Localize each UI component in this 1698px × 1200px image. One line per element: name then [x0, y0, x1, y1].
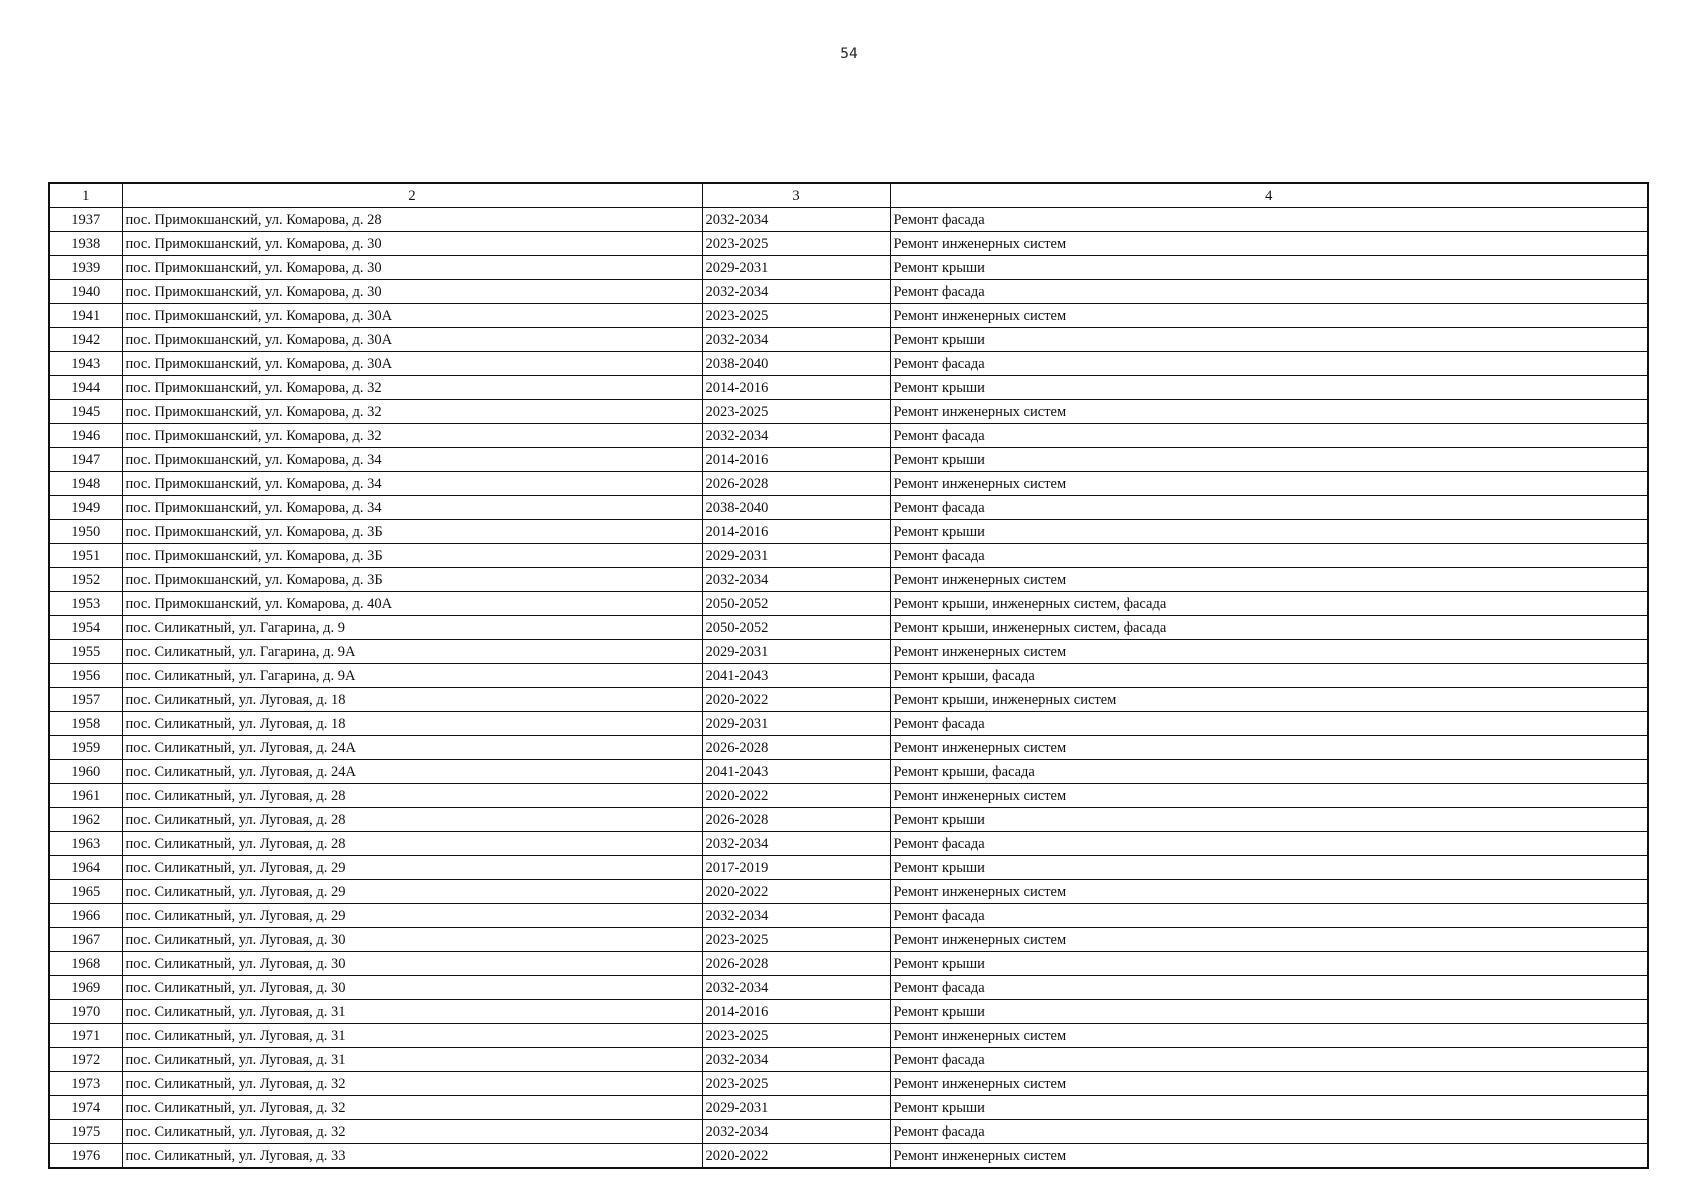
work-type-cell: Ремонт крыши, инженерных систем, фасада	[890, 592, 1648, 616]
period-cell: 2014-2016	[702, 448, 890, 472]
work-type-cell: Ремонт крыши	[890, 808, 1648, 832]
row-number-cell: 1947	[49, 448, 122, 472]
period-cell: 2023-2025	[702, 928, 890, 952]
row-number-cell: 1970	[49, 1000, 122, 1024]
address-cell: пос. Примокшанский, ул. Комарова, д. 32	[122, 376, 702, 400]
period-cell: 2017-2019	[702, 856, 890, 880]
row-number-cell: 1937	[49, 208, 122, 232]
address-cell: пос. Силикатный, ул. Гагарина, д. 9А	[122, 664, 702, 688]
address-cell: пос. Силикатный, ул. Луговая, д. 32	[122, 1072, 702, 1096]
address-cell: пос. Примокшанский, ул. Комарова, д. 32	[122, 400, 702, 424]
table-row	[49, 424, 1648, 448]
period-cell: 2026-2028	[702, 952, 890, 976]
address-cell: пос. Силикатный, ул. Гагарина, д. 9	[122, 616, 702, 640]
row-number-cell: 1944	[49, 376, 122, 400]
period-cell: 2020-2022	[702, 688, 890, 712]
address-cell: пос. Силикатный, ул. Луговая, д. 31	[122, 1048, 702, 1072]
address-cell: пос. Примокшанский, ул. Комарова, д. 40А	[122, 592, 702, 616]
work-type-cell: Ремонт инженерных систем	[890, 784, 1648, 808]
row-number-cell: 1964	[49, 856, 122, 880]
work-type-cell: Ремонт фасада	[890, 1048, 1648, 1072]
page-number: 54	[840, 46, 858, 62]
address-cell: пос. Примокшанский, ул. Комарова, д. 30А	[122, 328, 702, 352]
work-type-cell: Ремонт фасада	[890, 544, 1648, 568]
row-number-cell: 1973	[49, 1072, 122, 1096]
period-cell: 2032-2034	[702, 976, 890, 1000]
address-cell: пос. Силикатный, ул. Луговая, д. 32	[122, 1120, 702, 1144]
period-cell: 2050-2052	[702, 592, 890, 616]
table-row	[49, 232, 1648, 256]
table-row	[49, 808, 1648, 832]
work-type-cell: Ремонт инженерных систем	[890, 1024, 1648, 1048]
table-row	[49, 496, 1648, 520]
table-row	[49, 928, 1648, 952]
period-cell: 2032-2034	[702, 280, 890, 304]
work-type-cell: Ремонт фасада	[890, 1120, 1648, 1144]
table-row	[49, 616, 1648, 640]
address-cell: пос. Примокшанский, ул. Комарова, д. 32	[122, 424, 702, 448]
address-cell: пос. Примокшанский, ул. Комарова, д. 30А	[122, 304, 702, 328]
work-type-cell: Ремонт инженерных систем	[890, 304, 1648, 328]
address-cell: пос. Примокшанский, ул. Комарова, д. 30	[122, 280, 702, 304]
table-header-row	[49, 183, 1648, 208]
address-cell: пос. Примокшанский, ул. Комарова, д. 28	[122, 208, 702, 232]
work-type-cell: Ремонт фасада	[890, 904, 1648, 928]
row-number-cell: 1942	[49, 328, 122, 352]
row-number-cell: 1940	[49, 280, 122, 304]
table-row	[49, 1120, 1648, 1144]
address-cell: пос. Силикатный, ул. Луговая, д. 29	[122, 880, 702, 904]
work-type-cell: Ремонт инженерных систем	[890, 472, 1648, 496]
period-cell: 2032-2034	[702, 904, 890, 928]
table-row	[49, 1000, 1648, 1024]
work-type-cell: Ремонт инженерных систем	[890, 736, 1648, 760]
column-header-work-type: 4	[890, 183, 1648, 208]
address-cell: пос. Примокшанский, ул. Комарова, д. 30	[122, 232, 702, 256]
row-number-cell: 1943	[49, 352, 122, 376]
work-type-cell: Ремонт инженерных систем	[890, 232, 1648, 256]
column-header-period: 3	[702, 183, 890, 208]
period-cell: 2023-2025	[702, 232, 890, 256]
table-row	[49, 856, 1648, 880]
table-row	[49, 1072, 1648, 1096]
period-cell: 2014-2016	[702, 376, 890, 400]
address-cell: пос. Примокшанский, ул. Комарова, д. 34	[122, 496, 702, 520]
row-number-cell: 1953	[49, 592, 122, 616]
period-cell: 2032-2034	[702, 1048, 890, 1072]
table-row	[49, 760, 1648, 784]
period-cell: 2014-2016	[702, 1000, 890, 1024]
table-row	[49, 208, 1648, 232]
period-cell: 2023-2025	[702, 1024, 890, 1048]
address-cell: пос. Силикатный, ул. Луговая, д. 18	[122, 688, 702, 712]
period-cell: 2038-2040	[702, 496, 890, 520]
row-number-cell: 1963	[49, 832, 122, 856]
work-type-cell: Ремонт фасада	[890, 352, 1648, 376]
column-header-number: 1	[49, 183, 122, 208]
work-type-cell: Ремонт фасада	[890, 496, 1648, 520]
row-number-cell: 1962	[49, 808, 122, 832]
row-number-cell: 1972	[49, 1048, 122, 1072]
work-type-cell: Ремонт фасада	[890, 208, 1648, 232]
table-row	[49, 880, 1648, 904]
table-row	[49, 688, 1648, 712]
address-cell: пос. Силикатный, ул. Луговая, д. 18	[122, 712, 702, 736]
address-cell: пос. Примокшанский, ул. Комарова, д. 3Б	[122, 520, 702, 544]
address-cell: пос. Силикатный, ул. Луговая, д. 30	[122, 928, 702, 952]
work-type-cell: Ремонт фасада	[890, 280, 1648, 304]
period-cell: 2026-2028	[702, 736, 890, 760]
table-row	[49, 352, 1648, 376]
work-type-cell: Ремонт крыши, инженерных систем	[890, 688, 1648, 712]
address-cell: пос. Силикатный, ул. Луговая, д. 28	[122, 808, 702, 832]
period-cell: 2032-2034	[702, 328, 890, 352]
table-body	[49, 208, 1648, 1169]
row-number-cell: 1961	[49, 784, 122, 808]
address-cell: пос. Примокшанский, ул. Комарова, д. 34	[122, 472, 702, 496]
row-number-cell: 1957	[49, 688, 122, 712]
table-row	[49, 400, 1648, 424]
table-row	[49, 256, 1648, 280]
work-type-cell: Ремонт крыши	[890, 256, 1648, 280]
row-number-cell: 1966	[49, 904, 122, 928]
period-cell: 2032-2034	[702, 568, 890, 592]
row-number-cell: 1945	[49, 400, 122, 424]
table-row	[49, 640, 1648, 664]
period-cell: 2032-2034	[702, 832, 890, 856]
table-row	[49, 328, 1648, 352]
address-cell: пос. Силикатный, ул. Луговая, д. 33	[122, 1144, 702, 1169]
address-cell: пос. Силикатный, ул. Луговая, д. 30	[122, 976, 702, 1000]
period-cell: 2020-2022	[702, 1144, 890, 1169]
address-cell: пос. Примокшанский, ул. Комарова, д. 34	[122, 448, 702, 472]
work-type-cell: Ремонт фасада	[890, 976, 1648, 1000]
table-row	[49, 976, 1648, 1000]
row-number-cell: 1959	[49, 736, 122, 760]
address-cell: пос. Силикатный, ул. Луговая, д. 28	[122, 832, 702, 856]
work-type-cell: Ремонт крыши	[890, 856, 1648, 880]
period-cell: 2020-2022	[702, 784, 890, 808]
table-row	[49, 568, 1648, 592]
table-row	[49, 520, 1648, 544]
row-number-cell: 1975	[49, 1120, 122, 1144]
row-number-cell: 1949	[49, 496, 122, 520]
work-type-cell: Ремонт крыши	[890, 376, 1648, 400]
work-type-cell: Ремонт инженерных систем	[890, 1144, 1648, 1169]
table-row	[49, 280, 1648, 304]
address-cell: пос. Силикатный, ул. Луговая, д. 24А	[122, 736, 702, 760]
period-cell: 2041-2043	[702, 760, 890, 784]
period-cell: 2023-2025	[702, 400, 890, 424]
repair-schedule-table	[48, 182, 1649, 1169]
row-number-cell: 1941	[49, 304, 122, 328]
work-type-cell: Ремонт крыши, инженерных систем, фасада	[890, 616, 1648, 640]
address-cell: пос. Силикатный, ул. Луговая, д. 32	[122, 1096, 702, 1120]
address-cell: пос. Силикатный, ул. Луговая, д. 24А	[122, 760, 702, 784]
address-cell: пос. Силикатный, ул. Луговая, д. 30	[122, 952, 702, 976]
work-type-cell: Ремонт крыши	[890, 1000, 1648, 1024]
period-cell: 2029-2031	[702, 544, 890, 568]
work-type-cell: Ремонт инженерных систем	[890, 400, 1648, 424]
work-type-cell: Ремонт фасада	[890, 712, 1648, 736]
period-cell: 2050-2052	[702, 616, 890, 640]
work-type-cell: Ремонт инженерных систем	[890, 880, 1648, 904]
table-row	[49, 1048, 1648, 1072]
period-cell: 2038-2040	[702, 352, 890, 376]
table-row	[49, 736, 1648, 760]
work-type-cell: Ремонт крыши	[890, 952, 1648, 976]
work-type-cell: Ремонт крыши, фасада	[890, 664, 1648, 688]
table-row	[49, 664, 1648, 688]
table-row	[49, 304, 1648, 328]
table-row	[49, 472, 1648, 496]
row-number-cell: 1950	[49, 520, 122, 544]
work-type-cell: Ремонт крыши	[890, 328, 1648, 352]
row-number-cell: 1969	[49, 976, 122, 1000]
address-cell: пос. Силикатный, ул. Луговая, д. 29	[122, 856, 702, 880]
work-type-cell: Ремонт инженерных систем	[890, 640, 1648, 664]
table-row	[49, 832, 1648, 856]
table-row	[49, 712, 1648, 736]
row-number-cell: 1965	[49, 880, 122, 904]
table-row	[49, 784, 1648, 808]
address-cell: пос. Силикатный, ул. Луговая, д. 28	[122, 784, 702, 808]
period-cell: 2032-2034	[702, 424, 890, 448]
address-cell: пос. Силикатный, ул. Луговая, д. 31	[122, 1024, 702, 1048]
work-type-cell: Ремонт крыши	[890, 520, 1648, 544]
work-type-cell: Ремонт крыши, фасада	[890, 760, 1648, 784]
table-row	[49, 952, 1648, 976]
row-number-cell: 1967	[49, 928, 122, 952]
row-number-cell: 1958	[49, 712, 122, 736]
period-cell: 2029-2031	[702, 712, 890, 736]
work-type-cell: Ремонт инженерных систем	[890, 928, 1648, 952]
address-cell: пос. Примокшанский, ул. Комарова, д. 30А	[122, 352, 702, 376]
period-cell: 2023-2025	[702, 304, 890, 328]
row-number-cell: 1951	[49, 544, 122, 568]
row-number-cell: 1938	[49, 232, 122, 256]
table-row	[49, 1096, 1648, 1120]
row-number-cell: 1974	[49, 1096, 122, 1120]
table-row	[49, 904, 1648, 928]
row-number-cell: 1954	[49, 616, 122, 640]
row-number-cell: 1952	[49, 568, 122, 592]
period-cell: 2020-2022	[702, 880, 890, 904]
work-type-cell: Ремонт фасада	[890, 424, 1648, 448]
period-cell: 2014-2016	[702, 520, 890, 544]
row-number-cell: 1939	[49, 256, 122, 280]
work-type-cell: Ремонт фасада	[890, 832, 1648, 856]
work-type-cell: Ремонт инженерных систем	[890, 568, 1648, 592]
period-cell: 2026-2028	[702, 472, 890, 496]
work-type-cell: Ремонт крыши	[890, 1096, 1648, 1120]
row-number-cell: 1960	[49, 760, 122, 784]
row-number-cell: 1968	[49, 952, 122, 976]
address-cell: пос. Примокшанский, ул. Комарова, д. 3Б	[122, 544, 702, 568]
table-row	[49, 544, 1648, 568]
row-number-cell: 1976	[49, 1144, 122, 1169]
address-cell: пос. Силикатный, ул. Луговая, д. 29	[122, 904, 702, 928]
table-row	[49, 448, 1648, 472]
address-cell: пос. Примокшанский, ул. Комарова, д. 3Б	[122, 568, 702, 592]
period-cell: 2029-2031	[702, 640, 890, 664]
work-type-cell: Ремонт инженерных систем	[890, 1072, 1648, 1096]
column-header-address: 2	[122, 183, 702, 208]
address-cell: пос. Примокшанский, ул. Комарова, д. 30	[122, 256, 702, 280]
period-cell: 2032-2034	[702, 208, 890, 232]
address-cell: пос. Силикатный, ул. Луговая, д. 31	[122, 1000, 702, 1024]
work-type-cell: Ремонт крыши	[890, 448, 1648, 472]
period-cell: 2032-2034	[702, 1120, 890, 1144]
row-number-cell: 1955	[49, 640, 122, 664]
table-row	[49, 1024, 1648, 1048]
period-cell: 2026-2028	[702, 808, 890, 832]
period-cell: 2041-2043	[702, 664, 890, 688]
row-number-cell: 1948	[49, 472, 122, 496]
table-row	[49, 1144, 1648, 1169]
period-cell: 2023-2025	[702, 1072, 890, 1096]
table-row	[49, 376, 1648, 400]
row-number-cell: 1971	[49, 1024, 122, 1048]
row-number-cell: 1956	[49, 664, 122, 688]
period-cell: 2029-2031	[702, 256, 890, 280]
period-cell: 2029-2031	[702, 1096, 890, 1120]
table-row	[49, 592, 1648, 616]
row-number-cell: 1946	[49, 424, 122, 448]
address-cell: пос. Силикатный, ул. Гагарина, д. 9А	[122, 640, 702, 664]
